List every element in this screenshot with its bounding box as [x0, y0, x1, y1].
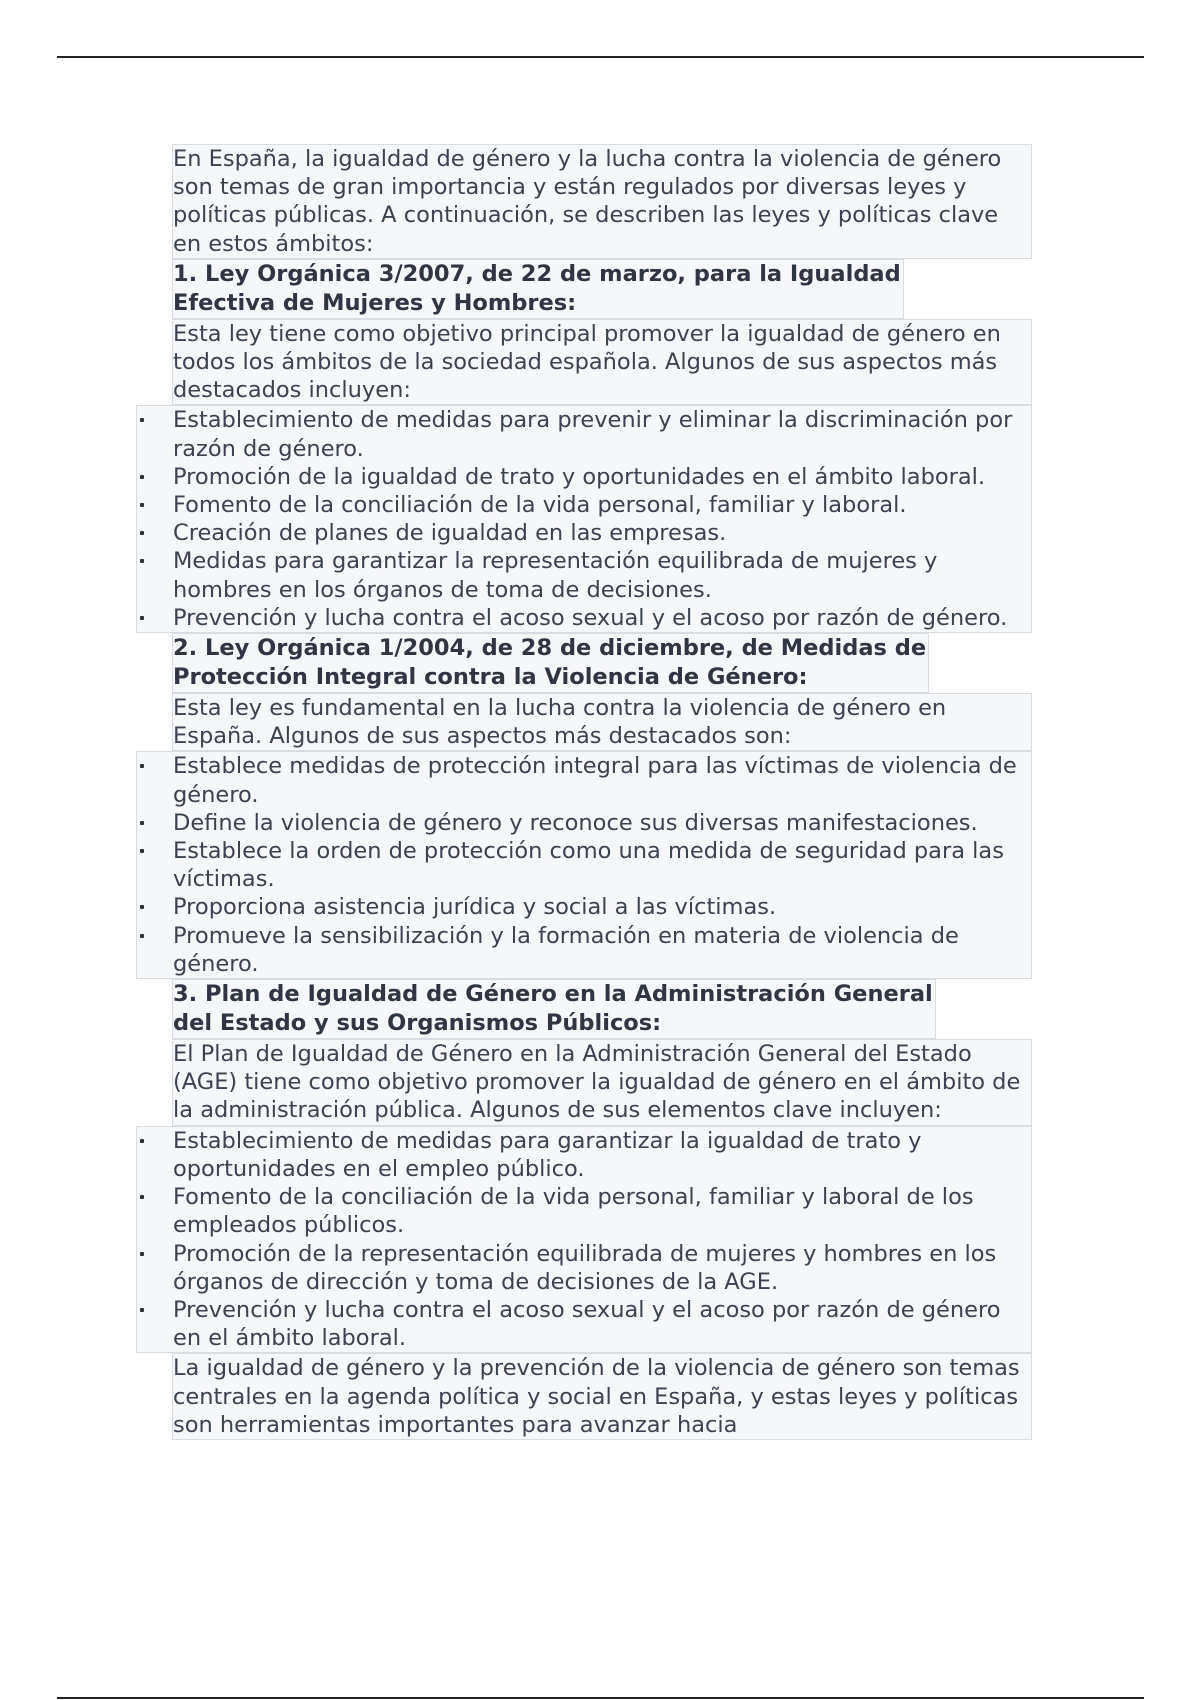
- list-item: Proporciona asistencia jurídica y social a las víctimas.: [173, 893, 1031, 921]
- bottom-rule: [57, 1697, 1144, 1699]
- list-item: Promueve la sensibilización y la formación en materia de violencia de género.: [173, 922, 1031, 978]
- list-item: Medidas para garantizar la representación equilibrada de mujeres y hombres en los órganos de toma de decisiones.: [173, 547, 1031, 603]
- section-2-list: [136, 751, 1032, 979]
- list-item: Establecimiento de medidas para garantizar la igualdad de trato y oportunidades en el empleo público.: [173, 1127, 1031, 1183]
- section-1-list: [136, 405, 1032, 633]
- section-2-heading-line1: 2. Ley Orgánica 1/2004, de 28 de diciembre, de Medidas de: [173, 635, 927, 662]
- top-rule: [57, 56, 1144, 58]
- list-item: Promoción de la igualdad de trato y oportunidades en el ámbito laboral.: [173, 463, 1031, 491]
- section-1-heading-line2: Efectiva de Mujeres y Hombres:: [173, 289, 577, 316]
- list-item: Prevención y lucha contra el acoso sexual y el acoso por razón de género.: [173, 604, 1031, 632]
- closing-paragraph: La igualdad de género y la prevención de la violencia de género son temas centrales en la agenda política y social en España, y estas leyes y políticas son herramientas importantes para avanzar hacia: [172, 1353, 1032, 1440]
- section-1-heading: [172, 259, 904, 319]
- list-item: Prevención y lucha contra el acoso sexual y el acoso por razón de género en el ámbito laboral.: [173, 1296, 1031, 1352]
- list-item: Fomento de la conciliación de la vida personal, familiar y laboral de los empleados públicos.: [173, 1183, 1031, 1239]
- list-item: Establece medidas de protección integral para las víctimas de violencia de género.: [173, 752, 1031, 808]
- section-1-heading-line1: 1. Ley Orgánica 3/2007, de 22 de marzo, para la Igualdad: [173, 260, 901, 287]
- section-3-paragraph: El Plan de Igualdad de Género en la Administración General del Estado (AGE) tiene como objetivo promover la igualdad de género en el ámbito de la administración pública. Algunos de sus elementos clave incluyen:: [172, 1039, 1032, 1126]
- document-body: [136, 144, 1032, 1440]
- list-item: Establecimiento de medidas para prevenir y eliminar la discriminación por razón de género.: [173, 406, 1031, 462]
- section-2-heading-line2: Protección Integral contra la Violencia de Género:: [173, 664, 808, 691]
- list-item: Fomento de la conciliación de la vida personal, familiar y laboral.: [173, 491, 1031, 519]
- section-2-heading: [172, 633, 929, 693]
- list-item: Establece la orden de protección como una medida de seguridad para las víctimas.: [173, 837, 1031, 893]
- list-item: Promoción de la representación equilibrada de mujeres y hombres en los órganos de dirección y toma de decisiones de la AGE.: [173, 1240, 1031, 1296]
- intro-paragraph: En España, la igualdad de género y la lucha contra la violencia de género son temas de gran importancia y están regulados por diversas leyes y políticas públicas. A continuación, se describen las leyes y políticas clave en estos ámbitos:: [172, 144, 1032, 259]
- section-2-paragraph: Esta ley es fundamental en la lucha contra la violencia de género en España. Algunos de sus aspectos más destacados son:: [172, 693, 1032, 751]
- section-3-heading: [172, 979, 936, 1039]
- section-3-list: [136, 1126, 1032, 1354]
- section-3-heading-line1: 3. Plan de Igualdad de Género en la Administración General: [173, 981, 933, 1008]
- list-item: Creación de planes de igualdad en las empresas.: [173, 519, 1031, 547]
- section-1-paragraph: Esta ley tiene como objetivo principal promover la igualdad de género en todos los ámbitos de la sociedad española. Algunos de sus aspectos más destacados incluyen:: [172, 319, 1032, 406]
- section-3-heading-line2: del Estado y sus Organismos Públicos:: [173, 1010, 662, 1037]
- list-item: Define la violencia de género y reconoce sus diversas manifestaciones.: [173, 809, 1031, 837]
